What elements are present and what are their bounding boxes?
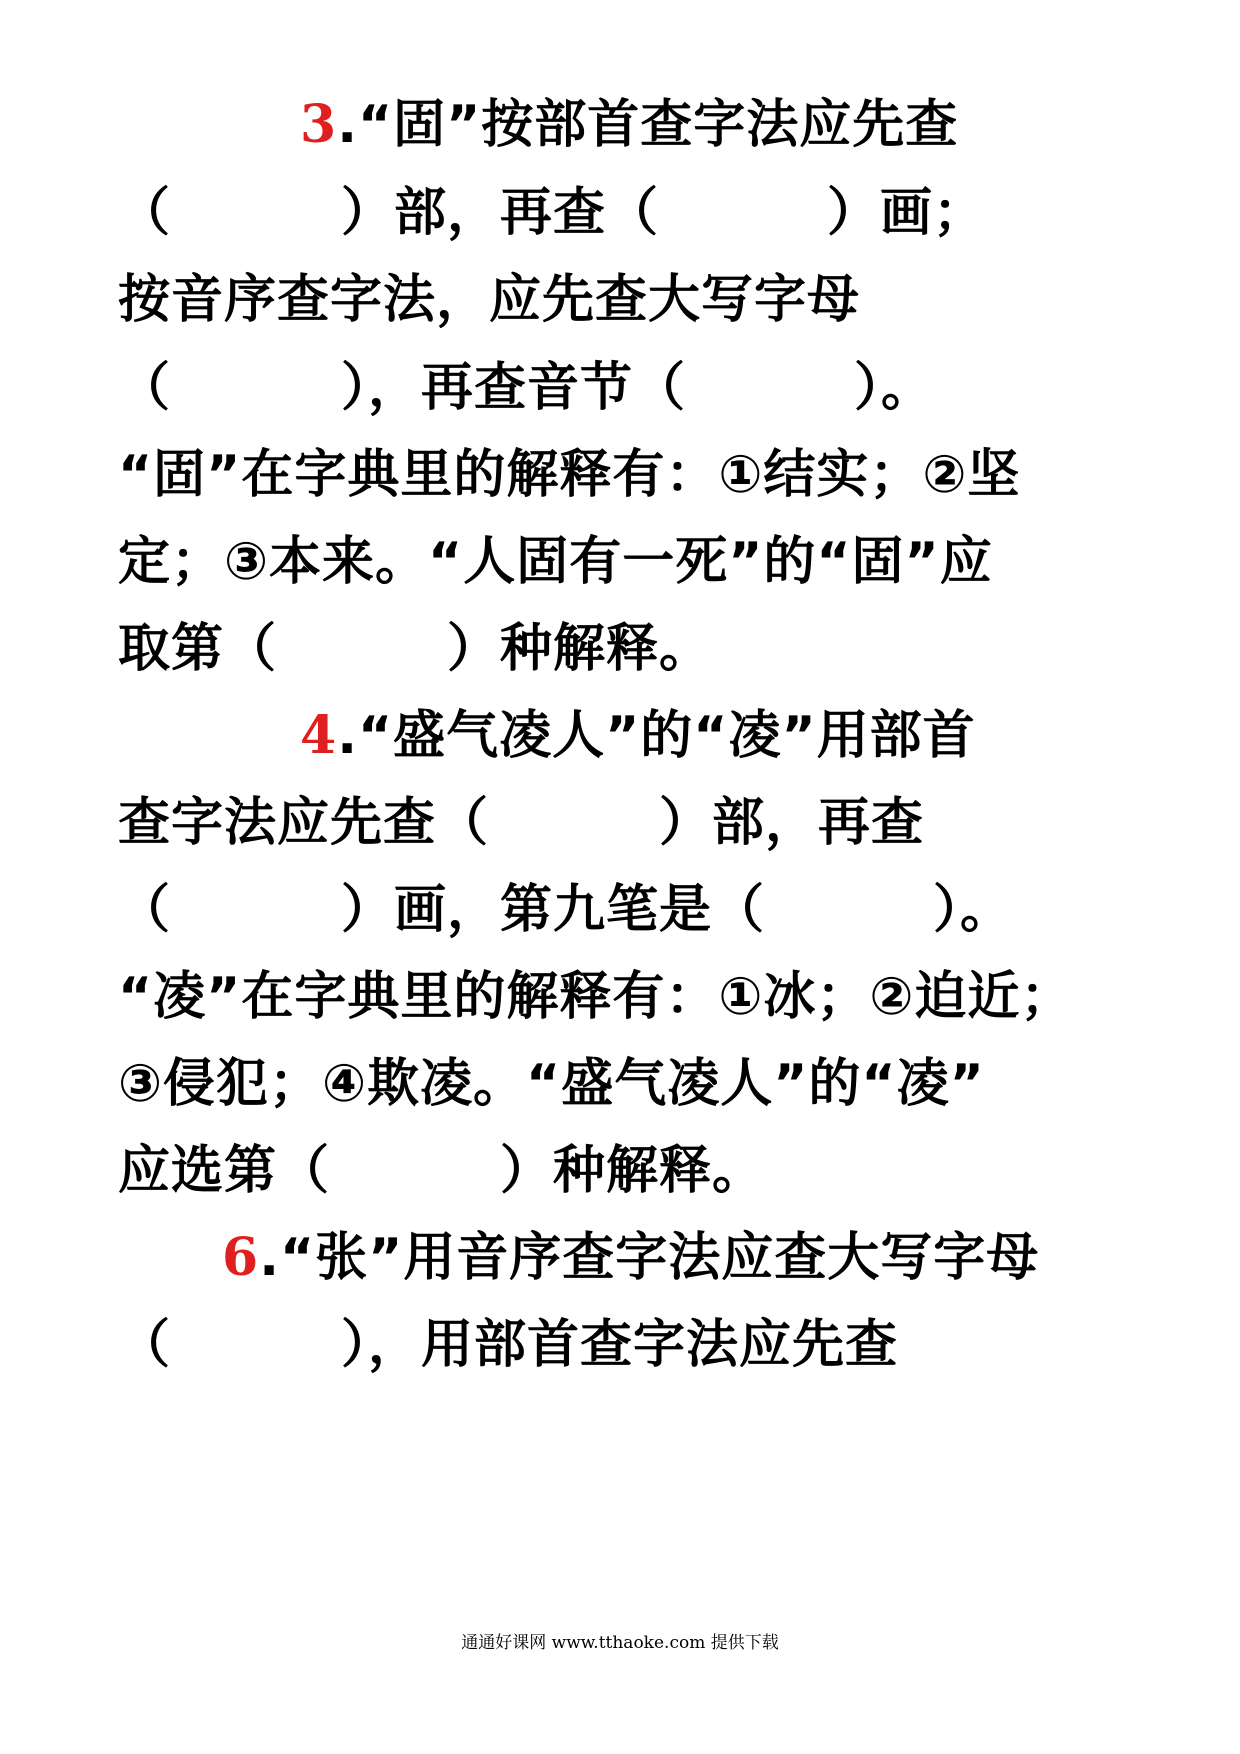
q4-line-6 — [118, 1141, 765, 1201]
q3-line-4-end: ）。 — [854, 358, 935, 418]
q3-number: 3 — [300, 94, 338, 155]
q4-line-1 — [300, 706, 976, 766]
q4-line-3 — [118, 880, 1013, 940]
q3-line-7 — [118, 619, 712, 679]
q6-line-2-end: ），用部首查字法应先查 — [341, 1315, 899, 1375]
q3-blank-3-open: （ — [118, 358, 172, 418]
q4-line-6-end: ）种解释。 — [500, 1141, 766, 1201]
q4-number: 4 — [300, 705, 338, 766]
q3-blank-1-open: （ — [118, 183, 172, 243]
q4-line-6-start: 应选第（ — [118, 1141, 331, 1201]
q6-blank-1-open: （ — [118, 1315, 172, 1375]
q4-blank-2-open: （ — [118, 880, 172, 940]
q3-line-7-end: ）种解释。 — [447, 619, 713, 679]
q6-line-1-text: .“张”用音序查字法应查大写字母 — [259, 1228, 1040, 1288]
q3-line-1 — [300, 95, 958, 155]
q3-line-2-end: ）画； — [827, 183, 987, 243]
q4-line-4: “凌”在字典里的解释有：①冰；②迫近； — [118, 967, 1074, 1027]
q4-line-3-mid: ）画，第九笔是（ — [341, 880, 766, 940]
q6-number: 6 — [222, 1227, 260, 1288]
q3-line-2-mid: ）部，再查（ — [341, 183, 660, 243]
q3-line-2 — [118, 183, 986, 243]
q3-line-4-mid: ），再查音节（ — [341, 358, 687, 418]
q4-line-2-start: 查字法应先查（ — [118, 793, 490, 853]
q3-line-5: “固”在字典里的解释有：①结实；②坚 — [118, 445, 1021, 505]
q6-line-1 — [222, 1228, 1039, 1288]
q3-line-6: 定；③本来。“人固有一死”的“固”应 — [118, 532, 993, 592]
q3-line-7-start: 取第（ — [118, 619, 278, 679]
q4-line-3-end: ）。 — [933, 880, 1014, 940]
q3-line-3: 按音序查字法，应先查大写字母 — [118, 270, 861, 330]
q4-line-2-end: ）部，再查 — [659, 793, 925, 853]
q3-line-4 — [118, 358, 934, 418]
q3-line-1-text: .“固”按部首查字法应先查 — [337, 95, 959, 155]
page-footer: 通通好课网 www.tthaoke.com 提供下载 — [461, 1633, 779, 1653]
q4-line-5: ③侵犯；④欺凌。“盛气凌人”的“凌” — [118, 1054, 985, 1114]
q4-line-1-text: .“盛气凌人”的“凌”用部首 — [337, 706, 976, 766]
q6-line-2 — [118, 1315, 898, 1375]
q4-line-2 — [118, 793, 924, 853]
